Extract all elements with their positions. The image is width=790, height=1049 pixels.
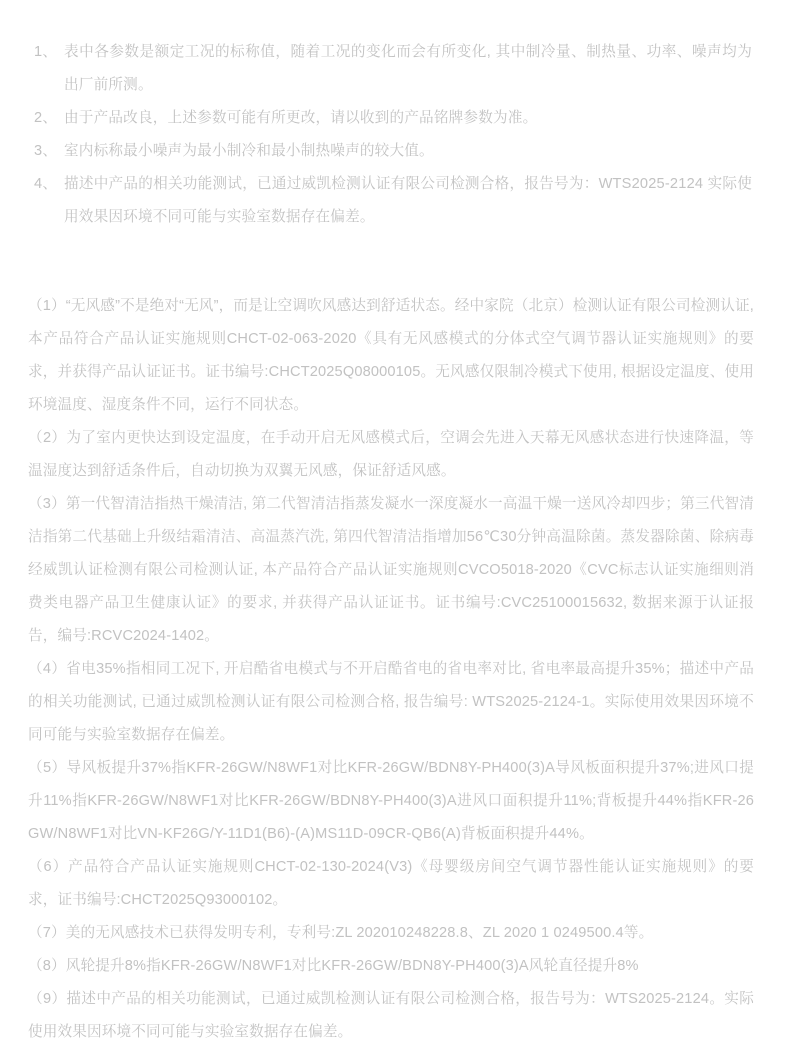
numbered-note-2-text: 由于产品改良，上述参数可能有所更改，请以收到的产品铭牌参数为准。 (64, 110, 538, 126)
disclaimer-note-1: （1）“无风感”不是绝对“无风”，而是让空调吹风感达到舒适状态。经中家院（北京）检测认证有限公司检测认证, 本产品符合产品认证实施规则CHCT-02-063-2020《具有无风感模式的分体式空气调节器认证实施规则》的要求，并获得产品认证证书。证书编号:CHCT2025Q08000105。无风感仅限制冷模式下使用, 根据设定温度、使用环境温度、湿度条件不同，运行不同状态。 (28, 298, 754, 413)
numbered-note-3 (34, 135, 752, 168)
disclaimer-note-5: （5）导风板提升37%指KFR-26GW/N8WF1对比KFR-26GW/BDN8Y-PH400(3)A导风板面积提升37%;进风口提升11%指KFR-26GW/N8WF1对比KFR-26GW/BDN8Y-PH400(3)A进风口面积提升11%;背板提升44%指KFR-26GW/N8WF1对比VN-KF26G/Y-11D1(B6)-(A)MS11D-09CR-QB6(A)背板面积提升44%。 (28, 760, 754, 842)
disclaimer-note-4: （4）省电35%指相同工况下, 开启酷省电模式与不开启酷省电的省电率对比, 省电率最高提升35%；描述中产品的相关功能测试, 已通过威凯检测认证有限公司检测合格, 报告编号: WTS2025-2124-1。实际使用效果因环境不同可能与实验室数据存在偏差。 (28, 661, 754, 743)
disclaimer-note-7: （7）美的无风感技术已获得发明专利，专利号:ZL 202010248228.8、ZL 2020 1 0249500.4等。 (28, 925, 654, 941)
numbered-note-1-marker: 1、 (34, 44, 58, 60)
numbered-notes-section (0, 36, 790, 234)
numbered-note-1 (34, 36, 752, 102)
disclaimer-notes-section (0, 290, 790, 1049)
numbered-note-3-text: 室内标称最小噪声为最小制冷和最小制热噪声的较大值。 (64, 143, 434, 159)
numbered-note-1-text: 表中各参数是额定工况的标称值，随着工况的变化而会有所变化, 其中制冷量、制热量、功率、噪声均为出厂前所测。 (64, 44, 752, 93)
numbered-note-4-text: 描述中产品的相关功能测试，已通过威凯检测认证有限公司检测合格，报告号为：WTS2025-2124 实际使用效果因环境不同可能与实验室数据存在偏差。 (64, 176, 752, 225)
disclaimer-note-2: （2）为了室内更快达到设定温度，在手动开启无风感模式后，空调会先进入天幕无风感状态进行快速降温，等温湿度达到舒适条件后，自动切换为双翼无风感，保证舒适风感。 (28, 430, 754, 479)
numbered-note-3-marker: 3、 (34, 143, 58, 159)
numbered-note-2 (34, 102, 752, 135)
disclaimer-note-3: （3）第一代智清洁指热干燥清洁, 第二代智清洁指蒸发凝水一深度凝水一高温干燥一送风冷却四步；第三代智清洁指第二代基础上升级结霜清洁、高温蒸汽洗, 第四代智清洁指增加56℃30分钟高温除菌。蒸发器除菌、除病毒经威凯认证检测有限公司检测认证, 本产品符合产品认证实施规则CVCO5018-2020《CVC标志认证实施细则消费类电器产品卫生健康认证》的要求, 并获得产品认证证书。证书编号:CVC25100015632, 数据来源于认证报告，编号:RCVC2024-1402。 (28, 496, 754, 644)
numbered-note-4-marker: 4、 (34, 176, 58, 192)
numbered-note-4 (34, 168, 752, 234)
numbered-note-2-marker: 2、 (34, 110, 58, 126)
disclaimer-note-8: （8）风轮提升8%指KFR-26GW/N8WF1对比KFR-26GW/BDN8Y-PH400(3)A风轮直径提升8% (28, 958, 639, 974)
disclaimer-note-6: （6）产品符合产品认证实施规则CHCT-02-130-2024(V3)《母婴级房间空气调节器性能认证实施规则》的要求，证书编号:CHCT2025Q93000102。 (28, 859, 754, 908)
disclaimer-note-9: （9）描述中产品的相关功能测试，已通过威凯检测认证有限公司检测合格，报告号为：WTS2025-2124。实际使用效果因环境不同可能与实验室数据存在偏差。 (28, 991, 754, 1040)
